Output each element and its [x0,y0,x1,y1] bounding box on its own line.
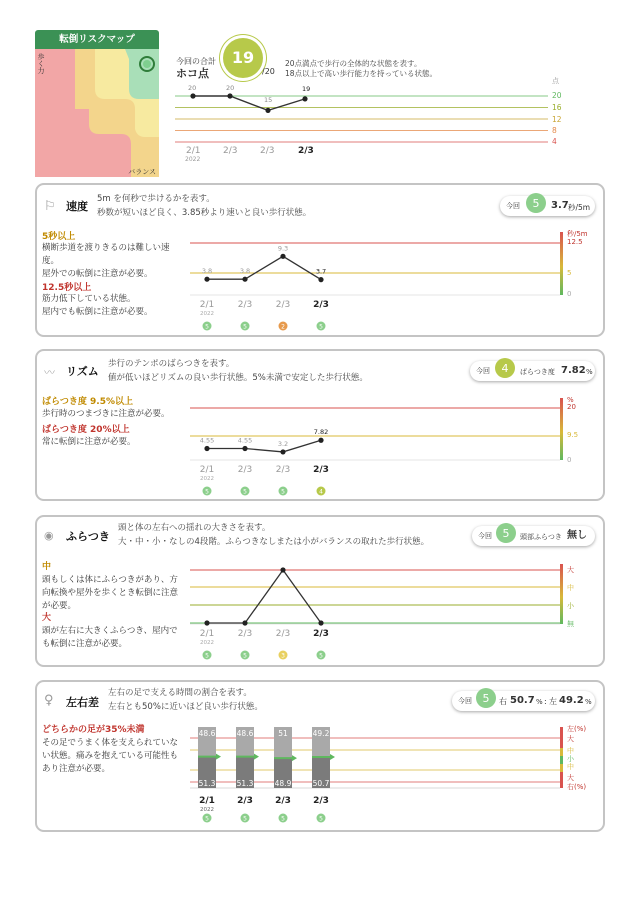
rhythm-point-label: 7.82 [313,428,329,437]
summary-date: 2/3 [298,146,314,156]
lr-tick: 小 [567,755,574,763]
lr-red-text: その足でうまく体を支えられていな い状態。痛みを抱えている可能性も あり注意が必要。 [42,738,179,774]
speed-tick: 5 [567,269,572,277]
lr-bottom-value: 48.9 [274,779,292,788]
lr-score-chip-label: 5 [319,815,323,823]
lr-tick: 中 [567,747,574,755]
lr-top-value: 48.6 [236,729,254,738]
sway-point [204,620,209,625]
rhythm-warn-title: ばらつき度 9.5%以上 [42,397,134,407]
head-icon: ◉ [44,529,54,542]
summary-point-label: 20 [226,84,235,92]
sway-warn-text: 頭もしくは体にふらつきがあり、方 向転換や屋外を歩くとき転倒に注意 が必要。 [42,575,179,611]
sway-score: 5 [502,527,510,540]
speed-score-chip-label: 5 [319,323,323,331]
rhythm-date: 2/3 [237,465,253,475]
rhythm-date: 2/3 [275,465,291,475]
summary-score: 19 [231,48,255,67]
summary-date: 2/3 [260,146,275,156]
speed-series-line [207,256,321,279]
sway-tick: 中 [567,584,574,592]
rhythm-tick: 0 [567,456,572,464]
speed-red-title: 12.5秒以上 [42,283,92,293]
summary-tick-12: 12 [552,115,562,124]
lr-title: 左右差 [66,696,99,709]
rhythm-point [242,446,247,451]
sway-point [280,567,285,572]
lr-bottom-value: 50.7 [312,779,330,788]
lr-score-chip-label: 5 [281,815,285,823]
speed-point [280,254,285,259]
lr-bottom-value: 51.3 [198,779,216,788]
sway-tick: 大 [567,566,574,574]
speed-unit: 秒/5m [568,203,591,212]
risk-map-y-label: 歩く力 [37,53,45,74]
lr-red-title: どちらかの足が35%未満 [42,725,145,735]
sway-score-chip-label: 5 [243,652,247,660]
sway-score-chip-label: 5 [319,652,323,660]
summary-date: 2/1 [186,146,201,156]
speed-point-label: 3.8 [239,267,251,276]
rhythm-score-chip-label: 5 [205,488,209,496]
lr-right-axis: 右(%) [567,783,587,791]
lr-top-value: 51 [278,729,288,738]
rhythm-title: リズム [66,365,99,378]
lr-score-chip-label: 5 [243,815,247,823]
speed-score-chip-label: 2 [281,323,285,331]
sway-score-chip-label: 3 [281,652,285,660]
rhythm-point-label: 4.55 [237,436,253,445]
speed-tick: 12.5 [567,238,583,246]
lr-top-value: 48.6 [198,729,216,738]
speed-point-label: 3.7 [315,267,327,276]
summary-point-label: 19 [302,85,311,93]
speed-warn-text: 横断歩道を渡りきるのは難しい速 度。 屋外での転倒に注意が必要。 [42,243,170,279]
lr-score-chip-label: 5 [205,815,209,823]
sway-desc-2: 大・中・小・なしの4段階。ふらつきなしまたは小がバランスの取れた歩行状態。 [118,537,430,547]
walking-person-icon: ⚐ [44,199,56,214]
lr-desc-2: 左右とも50%に近いほど良い歩行状態。 [108,702,263,712]
rhythm-year: 2022 [200,476,214,482]
summary-denominator: /20 [262,67,275,76]
lr-tick: 大 [567,774,574,782]
summary-desc-1: 20点満点で歩行の全体的な状態を表す。 [285,59,422,68]
lr-desc-1: 左右の足で支える時間の割合を表す。 [108,688,252,698]
rhythm-tick: 20 [567,403,576,411]
sway-tick: 無 [567,620,574,628]
lr-date: 2/3 [275,796,291,806]
sway-date: 2/3 [313,629,329,639]
standing-person-icon: ♀ [44,693,54,708]
speed-point-label: 9.3 [277,244,289,253]
sway-now-label: 今回 [478,532,492,540]
rhythm-axis-unit: % [567,396,574,404]
lr-tick: 中 [567,763,574,771]
summary-year: 2022 [185,156,201,163]
speed-tick: 0 [567,290,572,298]
lr-top-value: 49.2 [312,729,330,738]
rhythm-score-chip-label: 5 [281,488,285,496]
lr-date: 2/3 [313,796,329,806]
summary-tick-4: 4 [552,137,557,146]
rhythm-unit: % [586,368,593,376]
rhythm-point [204,446,209,451]
speed-desc-2: 秒数が短いほど良く、3.85秒より速いと良い歩行状態。 [97,208,312,218]
lr-balance-arrow [330,754,335,760]
sway-value-label: 頭部ふらつき [520,533,562,541]
speed-point-label: 3.8 [201,267,213,276]
rhythm-desc-2: 値が低いほどリズムの良い歩行状態。5%未満で安定した歩行状態。 [108,373,368,383]
lr-date: 2/1 [199,796,215,806]
lr-scale-bar [560,756,563,764]
rhythm-point-label: 3.2 [277,439,289,448]
speed-score-chip-label: 5 [243,323,247,331]
rhythm-point-label: 4.55 [199,436,215,445]
lr-year: 2022 [200,807,214,813]
risk-map-title: 転倒リスクマップ [59,34,135,45]
sway-scale-bar [560,564,563,624]
rhythm-date: 2/3 [313,465,329,475]
lr-bottom-value: 51.3 [236,779,254,788]
summary-point-label: 20 [188,84,197,92]
sway-point [242,620,247,625]
speed-date: 2/3 [237,300,253,310]
rhythm-red-text: 常に転倒に注意が必要。 [42,437,136,447]
rhythm-now-label: 今回 [476,367,490,375]
lr-unit: % [585,698,592,706]
lr-now-label: 今回 [458,697,472,705]
rhythm-series-line [207,440,321,452]
speed-date: 2/1 [199,300,215,310]
sway-series-line [207,570,321,623]
lr-right-value: 50.7 [510,695,535,706]
speed-date: 2/3 [275,300,291,310]
lr-balance-arrow [216,754,221,760]
speed-desc-1: 5m を何秒で歩けるかを表す。 [97,194,215,204]
sway-warn-title: 中 [42,562,52,572]
lr-unit: % [536,698,543,706]
rhythm-score: 4 [501,362,509,375]
speed-red-text: 筋力低下している状態。 屋内でも転倒に注意が必要。 [42,294,153,317]
rhythm-point [318,438,323,443]
rhythm-date: 2/1 [199,465,215,475]
lr-left-label: 左 [549,697,557,706]
rhythm-tick: 9.5 [567,431,579,439]
sway-date: 2/3 [275,629,291,639]
sway-title: ふらつき [66,530,110,543]
lr-balance-arrow [254,754,259,760]
risk-map-x-label: バランス [128,168,156,176]
sway-desc-1: 頭と体の左右への揺れの大きさを表す。 [118,523,271,533]
sway-red-text: 頭が左右に大きくふらつき、屋内で も転倒に注意が必要。 [42,626,178,649]
speed-score-chip-label: 5 [205,323,209,331]
rhythm-scale-bar [560,398,563,460]
rhythm-point [280,449,285,454]
summary-unit: 点 [552,77,559,85]
speed-year: 2022 [200,311,214,317]
speed-now-label: 今回 [506,202,520,210]
sway-point [318,620,323,625]
summary-tick-8: 8 [552,126,557,135]
lr-score: 5 [482,692,490,705]
speed-score: 5 [532,197,540,210]
lr-left-axis: 左(%) [567,725,587,733]
rhythm-desc-1: 歩行のテンポのばらつきを表す。 [108,359,235,369]
summary-point-label: 15 [264,96,273,104]
rhythm-red-title: ばらつき度 20%以上 [42,425,130,435]
rhythm-score-chip-label: 4 [319,488,323,496]
speed-axis-unit: 秒/5m [567,230,588,238]
speed-point [204,277,209,282]
wave-icon: 〰 [44,366,55,379]
summary-tick-20: 20 [552,91,562,100]
rhythm-value: 7.82 [561,365,586,376]
summary-label-small: 今回の合計 [176,57,216,66]
speed-warn-title: 5秒以上 [42,232,76,242]
speed-scale-bar [560,232,563,295]
lr-left-value: 49.2 [559,695,584,706]
summary-tick-16: 16 [552,103,562,112]
sway-tick: 小 [567,602,574,610]
summary-date: 2/3 [223,146,238,156]
lr-separator: : [544,697,547,706]
rhythm-value-label: ばらつき度 [520,368,555,376]
sway-value: 無し [567,530,587,541]
speed-point [242,277,247,282]
lr-tick: 大 [567,735,574,743]
sway-date: 2/3 [237,629,253,639]
sway-score-chip-label: 5 [205,652,209,660]
speed-point [318,277,323,282]
sway-year: 2022 [200,640,214,646]
sway-date: 2/1 [199,629,215,639]
speed-title: 速度 [66,200,88,213]
sway-red-title: 大 [42,613,52,623]
lr-balance-arrow [292,755,297,761]
rhythm-score-chip-label: 5 [243,488,247,496]
speed-date: 2/3 [313,300,329,310]
rhythm-warn-text: 歩行時のつまづきに注意が必要。 [42,409,170,419]
lr-date: 2/3 [237,796,253,806]
summary-label-big: ホコ点 [176,67,209,80]
summary-desc-2: 18点以上で高い歩行能力を持っている状態。 [285,69,438,78]
lr-right-label: 右 [499,697,507,706]
speed-value: 3.7 [551,200,569,211]
